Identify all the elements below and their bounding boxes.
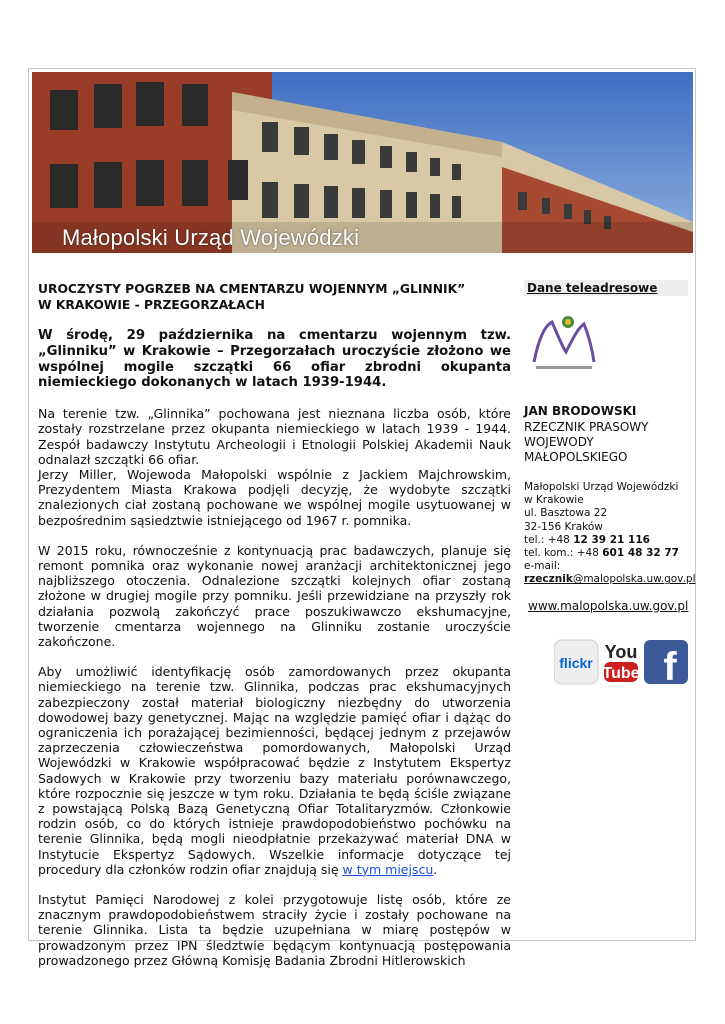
email-user: rzecznik: [524, 573, 573, 586]
mobile-value: 601 48 32 77: [602, 547, 679, 560]
street: ul. Basztowa 22: [524, 507, 608, 520]
contact-name: JAN BRODOWSKI: [524, 404, 637, 418]
paragraph-4-text: Aby umożliwić identyfikację osób zamordowanych przez okupanta niemieckiego na terenie tzw. Glinnika, podczas prac ekshumacyjnych zabezpieczony został materiał biologiczny niezbędny do utworzenia dowodowej bazy genetycznej. Mając na względzie pamięć ofiar i dążąc do ograniczenia ich porażającej bezimienności, będącej jednym z przejawów zaprzeczenia człowieczeństwa pomordowanych, Małopolski Urząd Wojewódzki w Krakowie współpracować będzie z Instytutem Ekspertyz Sadowych w Krakowie przy tworzeniu bazy materiału porównawczego, które rozpocznie się jeszcze w tym roku. Działania te będą ściśle związane z powstającą Polską Bazą Genetyczną Ofiar Totalitaryzmów. Członkowie rodzin osób, co do których istnieje prawdopodobieństwo pochówku na terenie Glinnika, będą mogli nieodpłatnie przekazywać materiał DNA w Instytucie Ekspertyz Sądowych. Wszelkie informacje dotyczące tej procedury dla członków rodzin ofiar znajdują się: [38, 664, 511, 877]
contact-sidebar: [524, 280, 696, 613]
email-label: e-mail:: [524, 560, 561, 573]
article-paragraph-3: W 2015 roku, równocześnie z kontynuacją prac badawczych, planuje się remont pomnika oraz wykonanie nowej aranżacji architektonicznej jego najbliższego otoczenia. Odnalezione szczątki kolejnych ofiar zostaną złożone w drugiej mogile przy pomniku. Jeśli przewidziane na przyszły rok działania pozwolą zakończyć prace poszukiwawczo ekshumacyjne, tworzenie cmentarza wojennego na Glinniku zostanie uroczyście zakończone.: [38, 542, 511, 650]
office-line-1: Małopolski Urząd Wojewódzki: [524, 481, 679, 493]
flickr-icon[interactable]: [554, 640, 598, 684]
article: [38, 282, 511, 983]
headline-line-1: UROCZYSTY POGRZEB NA CMENTARZU WOJENNYM „GLINNIK”: [38, 282, 466, 296]
role-line-3: MAŁOPOLSKIEGO: [524, 450, 628, 464]
phone: [524, 534, 688, 547]
article-paragraph-1: Na terenie tzw. „Glinnika” pochowana jest nieznana liczba osób, które zostały rozstrzelane przez okupanta niemieckiego w latach 1939 - 1944. Zespół badawczy Instytutu Archeologii i Etnologii Polskiej Akademii Nauk odnalazł szczątki 66 ofiar.: [38, 406, 511, 467]
email: [524, 573, 696, 586]
mobile: [524, 547, 688, 560]
banner-title: Małopolski Urząd Wojewódzki: [62, 225, 360, 250]
article-lead: W środę, 29 października na cmentarzu wojennym tzw. „Glinniku” w Krakowie – Przegorzałach uroczyście złożono we wspólnej mogile szczątki 66 ofiar zbrodni okupanta niemieckiego dokonanych w latach 1939-1944.: [38, 328, 511, 391]
info-link[interactable]: w tym miejscu: [342, 861, 434, 877]
article-paragraph-2: Jerzy Miller, Wojewoda Małopolski wspólnie z Jackiem Majchrowskim, Prezydentem Miasta Krakowa podjęli decyzję, że wydobyte szczątki znalezionych ciał zostaną pochowane we wspólnej mogile usytuowanej w bezpośrednim sąsiedztwie istniejącego od 1967 r. pomnika.: [38, 467, 511, 528]
article-paragraph-4: [38, 664, 511, 877]
flickr-label: flickr: [559, 655, 593, 671]
paragraph-4-end: .: [433, 861, 438, 877]
headline-line-2: W KRAKOWIE - PRZEGORZAŁACH: [38, 297, 265, 312]
contact-role: [524, 420, 688, 465]
phone-label: tel.: +48: [524, 533, 574, 546]
office-line-2: w Krakowie: [524, 494, 584, 507]
facebook-label: f: [663, 645, 677, 686]
youtube-label-bottom: Tube: [602, 665, 640, 682]
article-headline: [38, 282, 511, 313]
phone-value: 12 39 21 116: [573, 533, 650, 546]
facebook-icon[interactable]: [644, 640, 688, 686]
contact-heading: Dane teleadresowe: [524, 280, 688, 296]
mobile-label: tel. kom.: +48: [524, 547, 603, 560]
email-domain: @malopolska.uw.gov.pl: [572, 573, 696, 586]
role-line-1: RZECZNIK PRASOWY: [524, 420, 649, 434]
city: 32-156 Kraków: [524, 520, 603, 533]
article-paragraph-5: Instytut Pamięci Narodowej z kolei przygotowuje listę osób, które ze znacznym prawdopodobieństwem straciły życie i zostały pochowane na terenie Glinnika. Lista ta będzie uzupełniana w miarę postępów w prowadzonym przez IPN śledztwie będącym kontynuacją postępowania prowadzonego przez Główną Komisję Badania Zbrodni Hitlerowskich: [38, 892, 511, 968]
website-link[interactable]: www.malopolska.uw.gov.pl: [528, 598, 689, 613]
office-logo-icon: [528, 312, 600, 372]
role-line-2: WOJEWODY: [524, 435, 594, 449]
social-icons: [554, 638, 688, 686]
youtube-label-top: You: [604, 642, 638, 662]
contact-address: [524, 481, 696, 587]
header-banner: [32, 72, 693, 253]
email-link[interactable]: [524, 573, 696, 585]
youtube-icon[interactable]: [602, 638, 640, 686]
